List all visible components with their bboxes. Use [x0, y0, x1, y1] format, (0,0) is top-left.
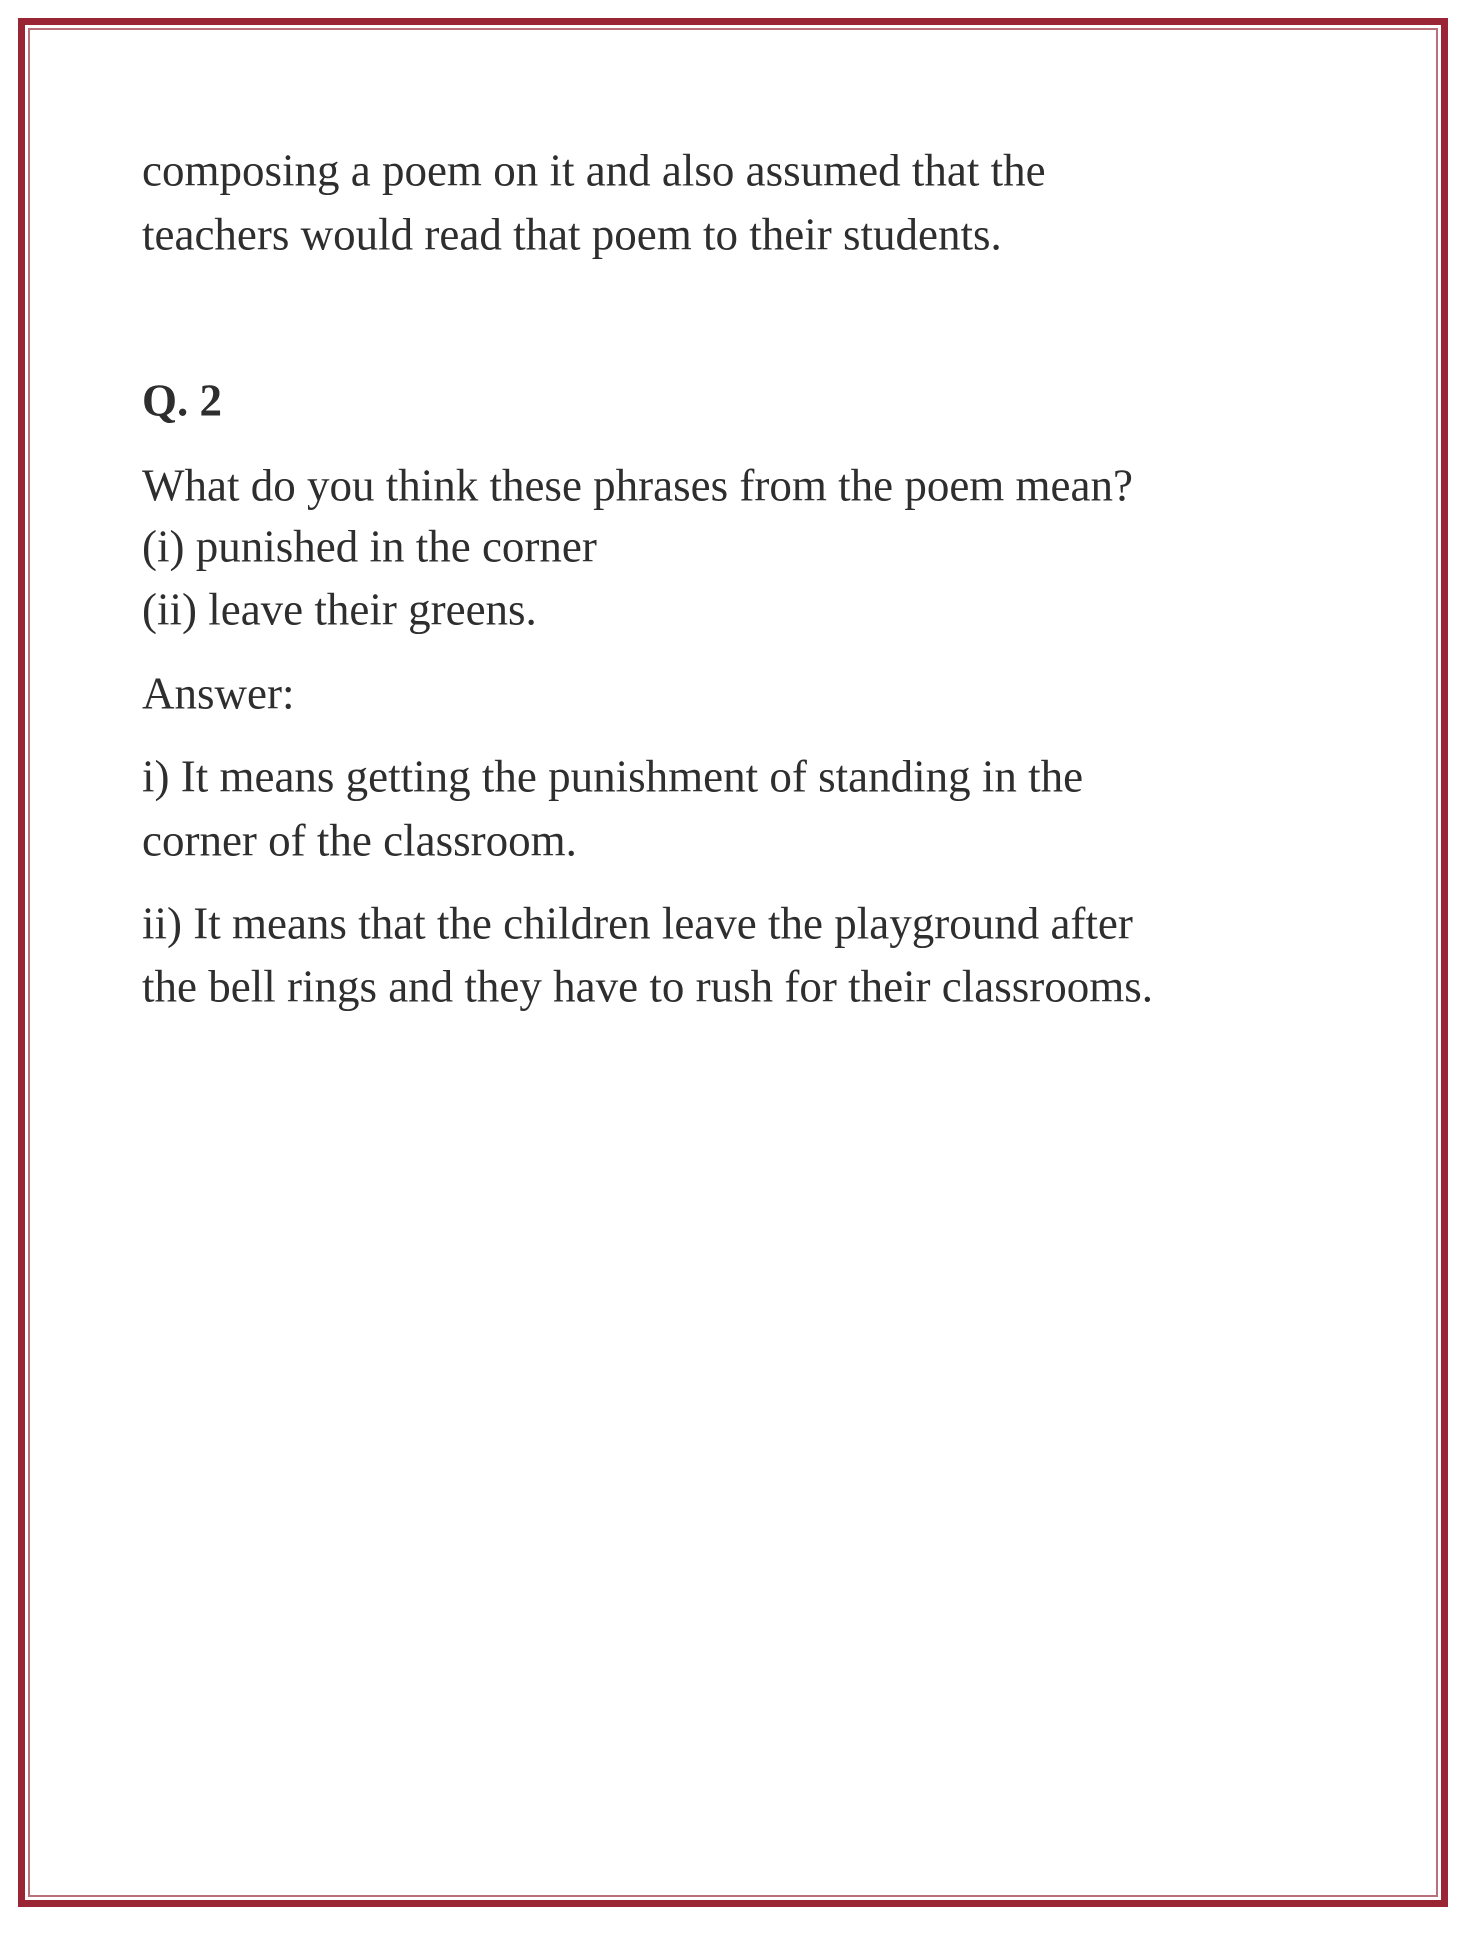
question-part: (i) punished in the corner — [142, 521, 597, 572]
answer-line: the bell rings and they have to rush for their classrooms. — [142, 961, 1154, 1012]
answer-label: Answer: — [142, 668, 295, 719]
intro-line: teachers would read that poem to their students. — [142, 209, 1002, 260]
question-number: Q. 2 — [142, 375, 223, 426]
question-prompt: What do you think these phrases from the poem mean? — [142, 460, 1133, 511]
intro-line: composing a poem on it and also assumed that the — [142, 145, 1046, 196]
answer-line: i) It means getting the punishment of standing in the — [142, 751, 1084, 802]
question-part: (ii) leave their greens. — [142, 584, 537, 635]
answer-line: corner of the classroom. — [142, 815, 577, 866]
answer-line: ii) It means that the children leave the playground after — [142, 898, 1133, 949]
